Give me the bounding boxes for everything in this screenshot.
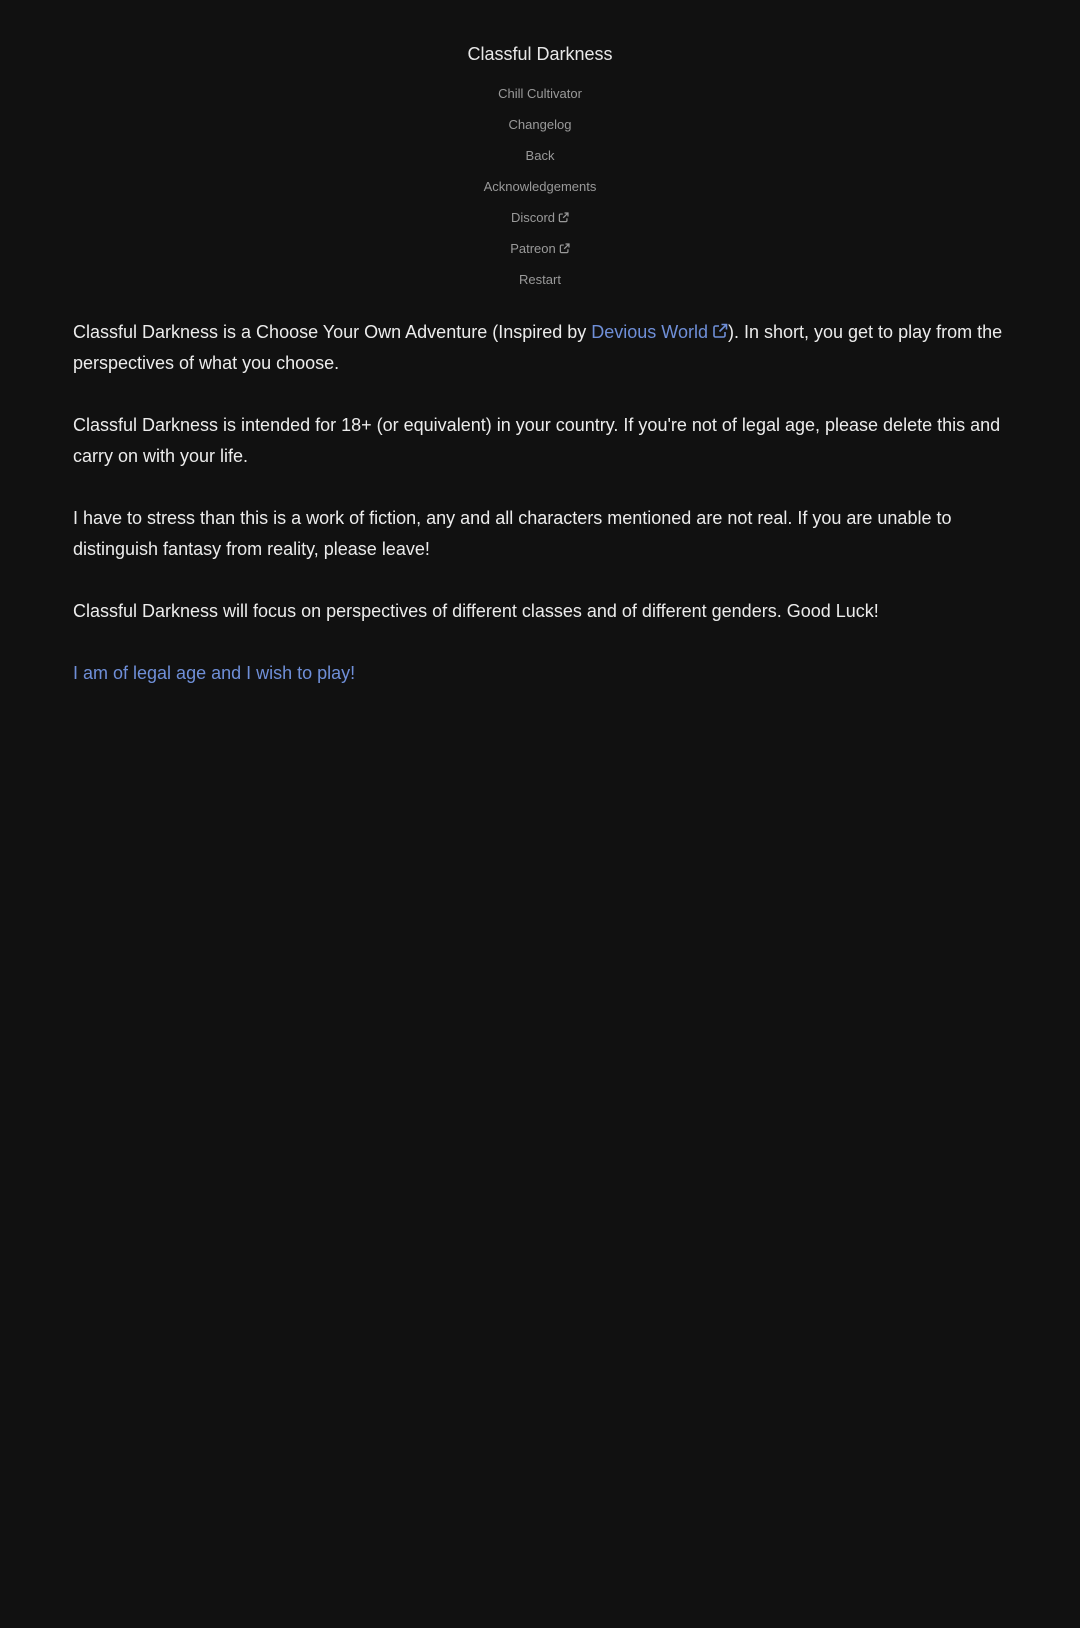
- external-link-icon: [558, 212, 569, 223]
- menu-link-changelog[interactable]: Changelog: [508, 117, 572, 132]
- continue-paragraph: [73, 658, 1023, 689]
- menu-item-changelog: [0, 109, 1080, 140]
- menu-link-discord-label: Discord: [510, 210, 556, 225]
- menu-item-restart: [0, 264, 1080, 295]
- external-link-icon: [712, 323, 728, 339]
- menu-link-patreon-label: Patreon: [510, 241, 556, 256]
- fiction-disclaimer-paragraph: I have to stress than this is a work of fiction, any and all characters mentioned are not real. If you are unable to distinguish fantasy from reality, please leave!: [73, 508, 952, 559]
- age-warning-paragraph: Classful Darkness is intended for 18+ (or equivalent) in your country. If you're not of legal age, please delete this and carry on with your life.: [73, 415, 1001, 466]
- menu-link-discord[interactable]: [511, 210, 569, 225]
- menu-link-patreon[interactable]: [510, 241, 570, 256]
- menu-item-discord: [0, 202, 1080, 233]
- devious-world-link[interactable]: [591, 322, 728, 342]
- intro-paragraph: [73, 317, 1023, 379]
- story-header: [0, 40, 1080, 295]
- menu-link-restart[interactable]: Restart: [519, 272, 561, 287]
- menu-link-back[interactable]: Back: [525, 148, 555, 163]
- external-link-icon: [559, 243, 570, 254]
- menu-link-acknowledgements[interactable]: Acknowledgements: [483, 179, 597, 194]
- intro-text-start: Classful Darkness is a Choose Your Own Adventure (Inspired by: [73, 322, 592, 342]
- menu-link-chill-cultivator[interactable]: Chill Cultivator: [498, 86, 582, 101]
- menu-item-patreon: [0, 233, 1080, 264]
- intro-text-end: ). In short, you get to play from the perspectives of what you choose.: [73, 322, 1003, 373]
- menu-item-chill-cultivator: [0, 78, 1080, 109]
- legal-age-continue-link[interactable]: I am of legal age and I wish to play!: [73, 663, 356, 683]
- story-passage: [73, 317, 1023, 720]
- menu-item-acknowledgements: [0, 171, 1080, 202]
- story-menu: [0, 78, 1080, 295]
- story-title: Classful Darkness: [467, 44, 613, 64]
- devious-world-link-label: Devious World: [591, 322, 708, 342]
- focus-paragraph: Classful Darkness will focus on perspectives of different classes and of different genders. Good Luck!: [73, 601, 879, 621]
- menu-item-back: [0, 140, 1080, 171]
